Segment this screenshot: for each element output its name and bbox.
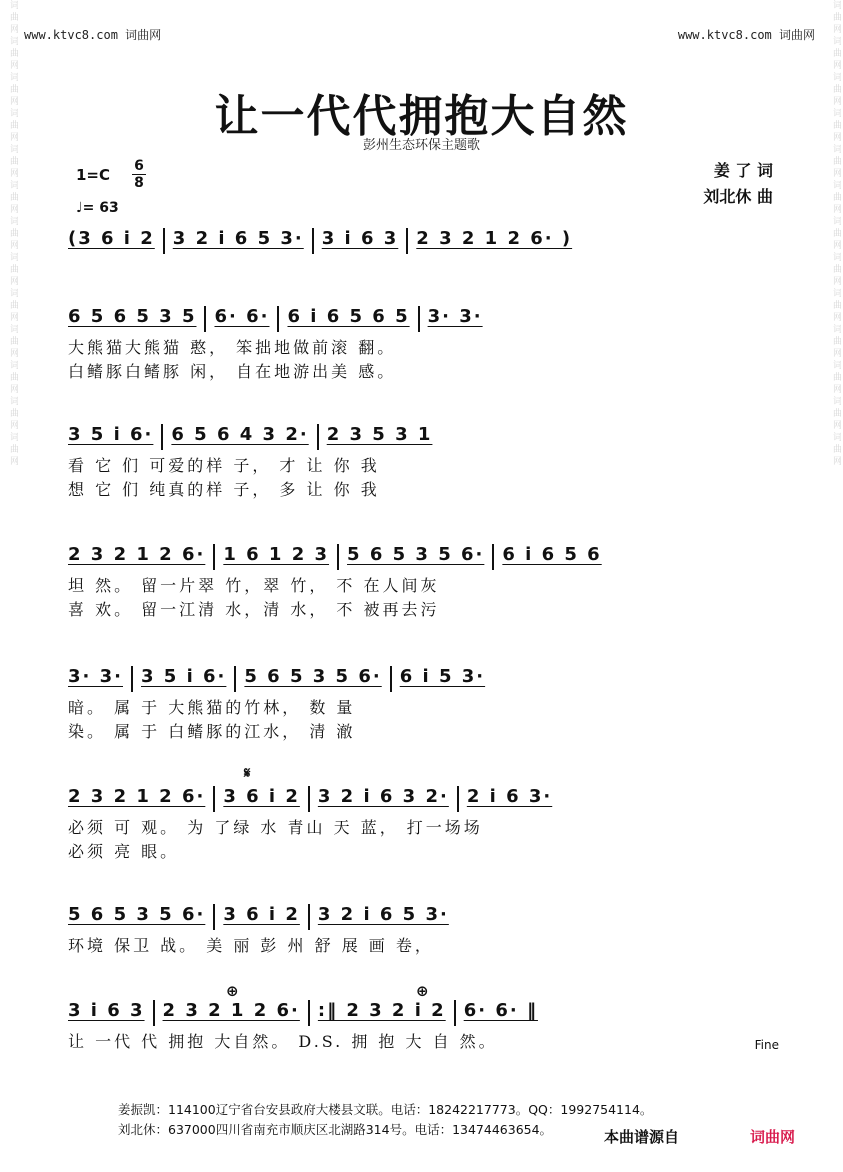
song-title: 让一代代拥抱大自然: [214, 91, 629, 142]
barline: [153, 1000, 155, 1026]
barline: [161, 424, 163, 450]
lyric-line-1: 必须 可 观。 为 了绿 水 青山 天 蓝， 打一场场: [68, 818, 483, 837]
measure: (3 6 i 2: [68, 228, 155, 249]
measure: 3· 3·: [427, 306, 483, 327]
measure: 3 6 i 2: [223, 786, 300, 807]
barline: [312, 228, 314, 254]
lyric-line-2: 染。 属 于 白鳍豚的江水， 清 澈: [68, 722, 356, 741]
barline: [492, 544, 494, 570]
score-row: [68, 228, 788, 258]
score-row: [68, 904, 788, 958]
measure: 3 2 i 6 3 2·: [317, 786, 449, 807]
measure: 6· 6· ‖: [463, 1000, 538, 1021]
watermark-left: 词曲网词曲网词曲网词曲网词曲网词曲网词曲网词曲网词曲网词曲网词曲网词曲网词曲网: [8, 0, 18, 468]
score-row: [68, 666, 788, 744]
notation-line: [68, 544, 788, 574]
notation-line: [68, 786, 788, 816]
meter-bottom: 8: [134, 175, 144, 191]
notation-line: [68, 904, 788, 934]
barline: [317, 424, 319, 450]
site-label-left[interactable]: www.ktvc8.com 词曲网: [24, 28, 162, 42]
lyric-line-2: 想 它 们 纯真的样 子， 多 让 你 我: [68, 480, 380, 499]
barline: [308, 1000, 310, 1026]
notation-line: [68, 1000, 788, 1030]
measure: 5 6 5 3 5 6·: [244, 666, 382, 687]
measure: 2 3 2 1 2 6· ): [416, 228, 573, 249]
lyric-line-1: 看 它 们 可爱的样 子， 才 让 你 我: [68, 456, 380, 475]
barline: [406, 228, 408, 254]
score-row: [68, 1000, 788, 1054]
measure: 3 6 i 2: [223, 904, 300, 925]
fine-mark: Fine: [754, 1038, 779, 1052]
composer-credit: 刘北休 曲: [703, 187, 773, 206]
segno-mark: 𝄋: [244, 764, 251, 782]
measure: 6 5 6 5 3 5: [68, 306, 197, 327]
footer-brand-link[interactable]: 词曲网: [750, 1128, 796, 1146]
measure: 5 6 5 3 5 6·: [347, 544, 485, 565]
notation-line: [68, 424, 788, 454]
barline: [308, 904, 310, 930]
footer-source-label: 本曲谱源自: [604, 1128, 680, 1146]
notation-line: [68, 306, 788, 336]
measure: 2 3 5 3 1: [326, 424, 433, 445]
measure: 3 5 i 6·: [141, 666, 227, 687]
barline: [454, 1000, 456, 1026]
key-signature: 1=C: [76, 166, 111, 184]
measure: 6 i 5 3·: [399, 666, 486, 687]
barline: [457, 786, 459, 812]
lyric-line-1: 让 一代 代 拥抱 大自然。 D.S. 拥 抱 大 自 然。: [68, 1032, 498, 1051]
coda-mark-2: ⊕: [416, 982, 429, 1000]
lyric-line-1: 大熊猫大熊猫 憨， 笨拙地做前滚 翻。: [68, 338, 397, 357]
measure: 6 5 6 4 3 2·: [171, 424, 309, 445]
measure: 6· 6·: [214, 306, 270, 327]
barline: [204, 306, 206, 332]
measure: 3 2 i 6 5 3·: [172, 228, 304, 249]
measure: 3 5 i 6·: [68, 424, 154, 445]
score-row: [68, 306, 788, 384]
barline: [234, 666, 236, 692]
notation-line: [68, 666, 788, 696]
measure: :‖ 2 3 2 i 2: [317, 1000, 446, 1021]
lyric-line-1: 暗。 属 于 大熊猫的竹林， 数 量: [68, 698, 356, 717]
measure: 6 i 6 5 6: [502, 544, 602, 565]
barline: [337, 544, 339, 570]
measure: 3· 3·: [68, 666, 123, 687]
tempo-marking: ♩= 63: [76, 200, 119, 216]
measure: 6 i 6 5 6 5: [287, 306, 410, 327]
measure: 3 i 6 3: [68, 1000, 145, 1021]
barline: [213, 544, 215, 570]
lyric-line-1: 环境 保卫 战。 美 丽 彭 州 舒 展 画 卷，: [68, 936, 434, 955]
measure: 2 3 2 1 2 6·: [162, 1000, 300, 1021]
measure: 5 6 5 3 5 6·: [68, 904, 206, 925]
lyricist-credit: 姜 了 词: [713, 161, 773, 180]
song-subtitle: 彭州生态环保主题歌: [362, 138, 480, 153]
barline: [213, 786, 215, 812]
coda-mark-1: ⊕: [226, 982, 239, 1000]
barline: [390, 666, 392, 692]
watermark-right: 词曲网词曲网词曲网词曲网词曲网词曲网词曲网词曲网词曲网词曲网词曲网词曲网词曲网: [831, 0, 841, 468]
measure: 2 3 2 1 2 6·: [68, 544, 206, 565]
lyric-line-2: 必须 亮 眼。: [68, 842, 180, 861]
time-signature: [130, 158, 148, 191]
score-row: [68, 786, 788, 864]
barline: [308, 786, 310, 812]
contact-lyricist: 姜振凯：114100辽宁省台安县政府大楼县文联。电话：18242217773。QQ：1992754114。: [118, 1102, 653, 1117]
barline: [213, 904, 215, 930]
meter-top: 6: [134, 158, 144, 174]
site-label-right[interactable]: www.ktvc8.com 词曲网: [677, 28, 815, 42]
measure: 2 3 2 1 2 6·: [68, 786, 206, 807]
contact-composer: 刘北休：637000四川省南充市顺庆区北湖路314号。电话：13474463654。: [118, 1122, 553, 1137]
score-row: [68, 544, 788, 622]
lyric-line-1: 坦 然。 留一片翠 竹，翠 竹， 不 在人间灰: [68, 576, 440, 595]
measure: 3 2 i 6 5 3·: [317, 904, 449, 925]
barline: [163, 228, 165, 254]
measure: 3 i 6 3: [321, 228, 399, 249]
lyric-line-2: 白鳍豚白鳍豚 闲， 自在地游出美 感。: [68, 362, 397, 381]
measure: 2 i 6 3·: [466, 786, 553, 807]
measure: 1 6 1 2 3: [223, 544, 330, 565]
lyric-line-2: 喜 欢。 留一江清 水，清 水， 不 被再去污: [68, 600, 440, 619]
notation-line: [68, 228, 788, 258]
barline: [418, 306, 420, 332]
score-row: [68, 424, 788, 502]
barline: [131, 666, 133, 692]
barline: [277, 306, 279, 332]
